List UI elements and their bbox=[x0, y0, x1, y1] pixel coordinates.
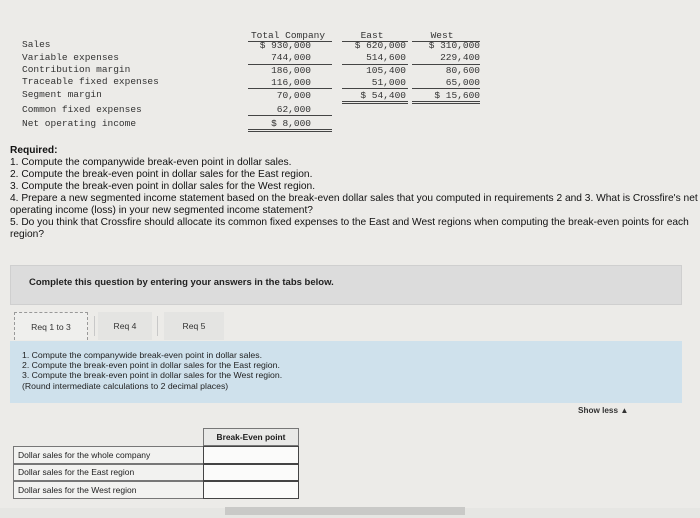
tab-req-1-to-3[interactable]: Req 1 to 3 bbox=[14, 312, 88, 340]
header-east: East bbox=[360, 30, 384, 41]
cell-sales-west: $ 310,000 bbox=[428, 40, 480, 51]
cell-segment-west: $ 15,600 bbox=[434, 90, 480, 101]
cell-sales-total: $ 930,000 bbox=[259, 40, 311, 51]
required-item-5: 5. Do you think that Crossfire should allocate its common fixed expenses to the East and West regions when computing the break-even points for each region? bbox=[10, 217, 689, 240]
cell-contribution-west: 80,600 bbox=[445, 65, 480, 76]
answer-column-header: Break-Even point bbox=[203, 428, 299, 446]
cell-traceable-total: 116,000 bbox=[271, 77, 311, 88]
show-less-link[interactable]: Show less ▲ bbox=[578, 406, 629, 415]
cell-contribution-east: 105,400 bbox=[366, 65, 406, 76]
answer-row-label: Dollar sales for the East region bbox=[13, 464, 203, 482]
row-label-net-operating-income: Net operating income bbox=[22, 118, 137, 129]
segmented-income-statement bbox=[22, 30, 482, 135]
instruction-list bbox=[22, 350, 282, 391]
row-label-contribution-margin: Contribution margin bbox=[22, 64, 131, 75]
instruction-1: 1. Compute the companywide break-even point in dollar sales. bbox=[22, 350, 263, 360]
cell-sales-east: $ 620,000 bbox=[354, 40, 406, 51]
required-item-4: 4. Prepare a new segmented income statement based on the break-even dollar sales that you computed in requirements 2 and 3. What is Crossfire's net operating income (loss) in your new segmented income statement? bbox=[10, 193, 698, 216]
answer-input-east-region[interactable] bbox=[203, 464, 299, 482]
required-section bbox=[10, 145, 700, 241]
answer-row-label: Dollar sales for the whole company bbox=[13, 446, 203, 464]
header-west: West bbox=[430, 30, 454, 41]
header-total-company: Total Company bbox=[250, 30, 326, 41]
cell-net-operating-total: $ 8,000 bbox=[271, 118, 311, 129]
row-label-traceable-fixed: Traceable fixed expenses bbox=[22, 76, 159, 87]
cell-traceable-east: 51,000 bbox=[371, 77, 406, 88]
answer-input-whole-company[interactable] bbox=[203, 446, 299, 464]
instruction-2: 2. Compute the break-even point in dollar sales for the East region. bbox=[22, 360, 280, 371]
cell-variable-total: 744,000 bbox=[271, 52, 311, 63]
answer-row-east-region bbox=[13, 464, 299, 482]
cell-variable-west: 229,400 bbox=[440, 52, 480, 63]
answer-input-west-region[interactable] bbox=[203, 481, 299, 499]
required-item-1: 1. Compute the companywide break-even point in dollar sales. bbox=[10, 157, 292, 168]
row-label-common-fixed: Common fixed expenses bbox=[22, 104, 142, 115]
cell-common-total: 62,000 bbox=[276, 104, 311, 115]
question-box bbox=[10, 265, 682, 305]
row-label-sales: Sales bbox=[22, 39, 51, 50]
instruction-3: 3. Compute the break-even point in dollar sales for the West region. bbox=[22, 370, 283, 381]
cell-segment-east: $ 54,400 bbox=[360, 90, 406, 101]
instruction-rounding-note: (Round intermediate calculations to 2 decimal places) bbox=[22, 380, 229, 391]
cell-segment-total: 70,000 bbox=[276, 90, 311, 101]
required-title: Required: bbox=[10, 145, 58, 156]
instruction-panel bbox=[10, 341, 682, 403]
tab-req-4[interactable]: Req 4 bbox=[98, 312, 152, 340]
row-label-variable-expenses: Variable expenses bbox=[22, 52, 119, 63]
answer-row-whole-company bbox=[13, 446, 299, 464]
answer-row-west-region bbox=[13, 481, 299, 499]
cell-traceable-west: 65,000 bbox=[445, 77, 480, 88]
answer-row-label: Dollar sales for the West region bbox=[13, 481, 203, 499]
required-item-3: 3. Compute the break-even point in dollar sales for the West region. bbox=[10, 181, 316, 192]
row-label-segment-margin: Segment margin bbox=[22, 89, 102, 100]
bottom-scrollbar[interactable] bbox=[225, 507, 465, 515]
required-item-2: 2. Compute the break-even point in dollar sales for the East region. bbox=[10, 169, 313, 180]
cell-variable-east: 514,600 bbox=[366, 52, 406, 63]
question-instruction: Complete this question by entering your answers in the tabs below. bbox=[29, 277, 334, 288]
tab-req-5[interactable]: Req 5 bbox=[164, 312, 224, 340]
cell-contribution-total: 186,000 bbox=[271, 65, 311, 76]
